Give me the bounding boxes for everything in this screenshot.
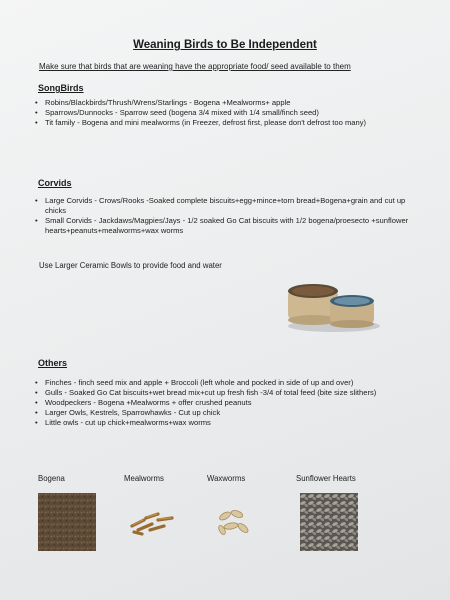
intro-text: Make sure that birds that are weaning have the appropriate food/ seed available to them: [39, 62, 351, 71]
list-item: • Larger Owls, Kestrels, Sparrowhawks - Cut up chick: [43, 408, 433, 418]
food-label-bogena: Bogena: [38, 474, 65, 483]
list-item: • Little owls - cut up chick+mealworms+wax worms: [43, 418, 433, 428]
list-item: • Finches - finch seed mix and apple + Broccoli (left whole and pocked in side of up and over): [43, 378, 433, 388]
sunflower-hearts-image: [300, 493, 358, 551]
corvids-list: [33, 196, 423, 236]
list-item: • Gulls - Soaked Go Cat biscuits+wet bread mix+cut up fresh fish -3/4 of total feed (bite size slithers): [43, 388, 433, 398]
songbirds-list: [33, 98, 433, 128]
section-heading-songbirds: SongBirds: [38, 83, 84, 93]
list-item: • Large Corvids - Crows/Rooks -Soaked complete biscuits+egg+mince+torn bread+Bogena+grain and cut up chicks: [43, 196, 423, 216]
food-label-mealworms: Mealworms: [124, 474, 164, 483]
waxworms-image: [213, 504, 253, 538]
list-item: • Small Corvids - Jackdaws/Magpies/Jays - 1/2 soaked Go Cat biscuits with 1/2 bogena/proesecto +sunflower hearts+peanuts+mealworms+wax worms: [43, 216, 423, 236]
mealworms-image: [128, 508, 176, 536]
list-item: • Robins/Blackbirds/Thrush/Wrens/Starlings - Bogena +Mealworms+ apple: [43, 98, 433, 108]
others-list: [33, 378, 433, 428]
page-title: Weaning Birds to Be Independent: [133, 39, 317, 51]
list-item: • Woodpeckers - Bogena +Mealworms + offer crushed peanuts: [43, 398, 433, 408]
section-heading-others: Others: [38, 358, 68, 368]
list-item: • Sparrows/Dunnocks - Sparrow seed (bogena 3/4 mixed with 1/4 small/finch seed): [43, 108, 433, 118]
bowl-note: Use Larger Ceramic Bowls to provide food and water: [39, 261, 222, 270]
food-label-sunflower-hearts: Sunflower Hearts: [296, 474, 356, 483]
ceramic-bowls-image: [282, 280, 382, 335]
bogena-food-image: [38, 493, 96, 551]
food-label-waxworms: Waxworms: [207, 474, 246, 483]
list-item: • Tit family - Bogena and mini mealworms (in Freezer, defrost first, please don't defrost too many): [43, 118, 433, 128]
section-heading-corvids: Corvids: [38, 178, 72, 188]
